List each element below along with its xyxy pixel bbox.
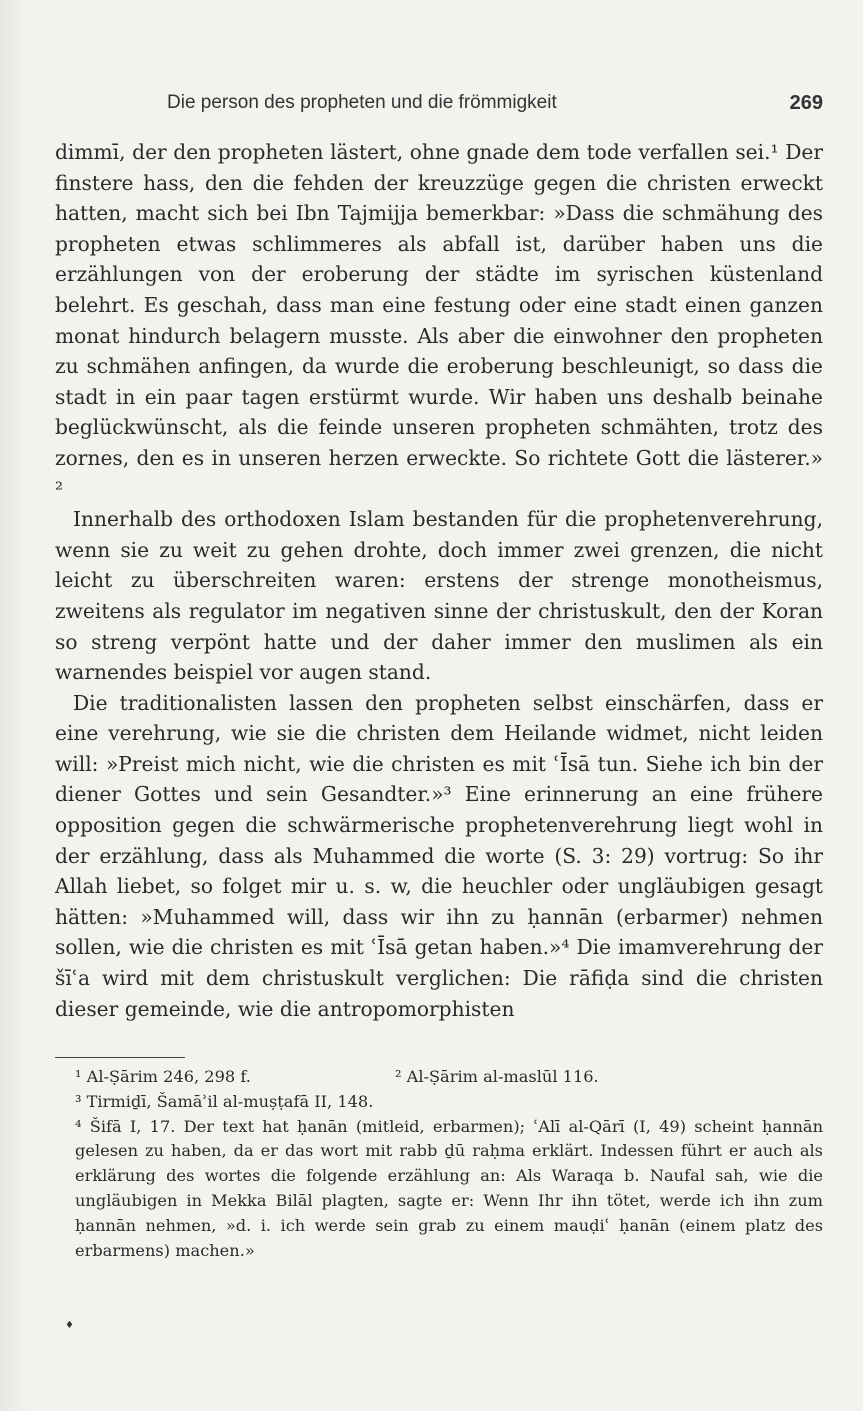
footnote-rule bbox=[55, 1057, 185, 1058]
footnote-2: ² Al-Ṣārim al-maslūl 116. bbox=[395, 1067, 599, 1086]
running-head bbox=[55, 92, 823, 124]
footnotes bbox=[55, 1065, 823, 1263]
footnote-1: ¹ Al-Ṣārim 246, 298 f. bbox=[75, 1067, 251, 1086]
footnote-4: ⁴ Šifā I, 17. Der text hat ḥanān (mitleid, erbarmen); ʿAlī al-Qārī (I, 49) scheint ḥannān gelesen zu haben, da er das wort mit rabb ḏū raḥma erklärt. Indessen führt er auch als erklärung des wortes die folgende erzählung an: Als Waraqa b. Naufal sah, wie die ungläubigen in Mekka Bilāl plagten, sagte er: Wenn Ihr ihn tötet, werde ich ihn zum ḥannān nehmen, »d. i. ich werde sein grab zu einem mauḍiʿ ḥanān (einem platz des erbarmens) machen.» bbox=[75, 1116, 823, 1260]
paragraph-3: Die traditionalisten lassen den propheten selbst einschärfen, dass er eine verehrung, wie sie die christen dem Heilande widmet, nicht leiden will: »Preist mich nicht, wie die christen es mit ʿĪsā tun. Siehe ich bin der diener Gottes und sein Gesandter.»³ Eine erinnerung an eine frühere opposition gegen die schwärmerische prophetenverehrung liegt wohl in der erzählung, dass als Muhammed die worte (S. 3: 29) vortrug: So ihr Allah liebet, so folget mir u. s. w, die heuchler oder ungläubigen gesagt hätten: »Muhammed will, dass wir ihn zu ḥannān (erbarmer) nehmen sollen, wie die christen es mit ʿĪsā getan haben.»⁴ Die imamverehrung der šīʿa wird mit dem christuskult verglichen: Die rāfiḍa sind die christen dieser gemeinde, wie die antropomorphisten bbox=[55, 690, 823, 1021]
footnote-3: ³ Tirmiḏī, Šamāʾil al-muṣṭafā II, 148. bbox=[75, 1091, 374, 1111]
body-text bbox=[55, 137, 823, 1024]
footnote-row-1 bbox=[55, 1065, 823, 1090]
running-title: Die person des propheten und die frömmigkeit bbox=[167, 92, 557, 113]
paragraph-2: Innerhalb des orthodoxen Islam bestanden für die prophetenverehrung, wenn sie zu weit zu gehen drohte, doch immer zwei grenzen, die nicht leicht zu überschreiten waren: erstens der strenge monotheismus, zweitens als regulator im negativen sinne der christuskult, den der Koran so streng verpönt hatte und der daher immer den muslimen als ein warnendes beispiel vor augen stand. bbox=[55, 507, 823, 685]
page-mark: ♦ bbox=[65, 1320, 74, 1331]
paragraph-1: dimmī, der den propheten lästert, ohne gnade dem tode verfallen sei.¹ Der finstere hass, den die fehden der kreuzzüge gegen die christen erweckt hatten, macht sich bei Ibn Tajmijja bemerkbar: »Dass die schmähung des propheten etwas schlimmeres als abfall ist, darüber haben uns die erzählungen von der eroberung der städte im syrischen küstenland belehrt. Es geschah, dass man eine festung oder eine stadt einen ganzen monat hindurch belagern musste. Als aber die einwohner den propheten zu schmähen anfingen, da wurde die eroberung beschleunigt, so dass die stadt in ein paar tagen erstürmt wurde. Wir haben uns deshalb beinahe beglückwünscht, als die feinde unseren propheten schmähten, trotz des zornes, den es in unseren herzen erweckte. So richtete Gott die lästerer.» ² bbox=[55, 140, 823, 501]
page-number: 269 bbox=[789, 92, 823, 114]
